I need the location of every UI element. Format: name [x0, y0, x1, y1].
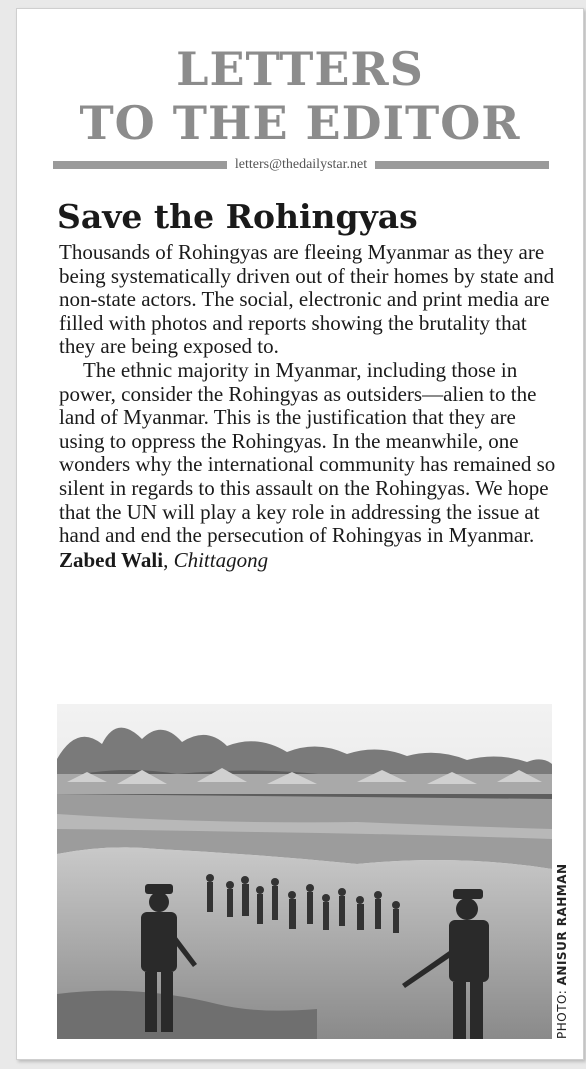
- photo-credit: [555, 863, 569, 1039]
- masthead-line-1: LETTERS: [176, 42, 424, 96]
- divider-left: [53, 161, 227, 169]
- byline: Zabed Wali, Chittagong: [59, 547, 269, 572]
- newspaper-page: [16, 8, 584, 1060]
- letter-paragraph-1: Thousands of Rohingyas are fleeing Myanmar as they are being systematically driven out of their homes by state and non-state actors. The social, electronic and print media are filled with photos and reports showing the brutality that they are being exposed to.: [59, 240, 555, 359]
- photographer-name: ANISUR RAHMAN: [555, 863, 569, 986]
- author-location: Chittagong: [173, 547, 269, 572]
- author-name: Zabed Wali: [59, 547, 164, 572]
- photo-credit-prefix: PHOTO:: [555, 989, 569, 1039]
- letter-headline: Save the Rohingyas: [57, 197, 418, 236]
- email-row: [53, 155, 549, 175]
- refugee-camp-photo: [57, 704, 552, 1039]
- editor-email: letters@thedailystar.net: [234, 157, 368, 172]
- news-photo: [57, 704, 552, 1039]
- letter-body: [59, 241, 564, 572]
- masthead-line-2: TO THE EDITOR: [79, 96, 521, 150]
- letter-paragraph-2: The ethnic majority in Myanmar, including those in power, consider the Rohingyas as outsiders—alien to the land of Myanmar. This is the justification that they are using to oppress the Rohingyas. In the meanwhile, one wonders why the international community has remained so silent in regards to this assault on the Rohingyas. We hope that the UN will play a key role in addressing the issue at hand and end the persecution of Rohingyas in Myanmar.: [59, 357, 556, 548]
- divider-right: [375, 161, 549, 169]
